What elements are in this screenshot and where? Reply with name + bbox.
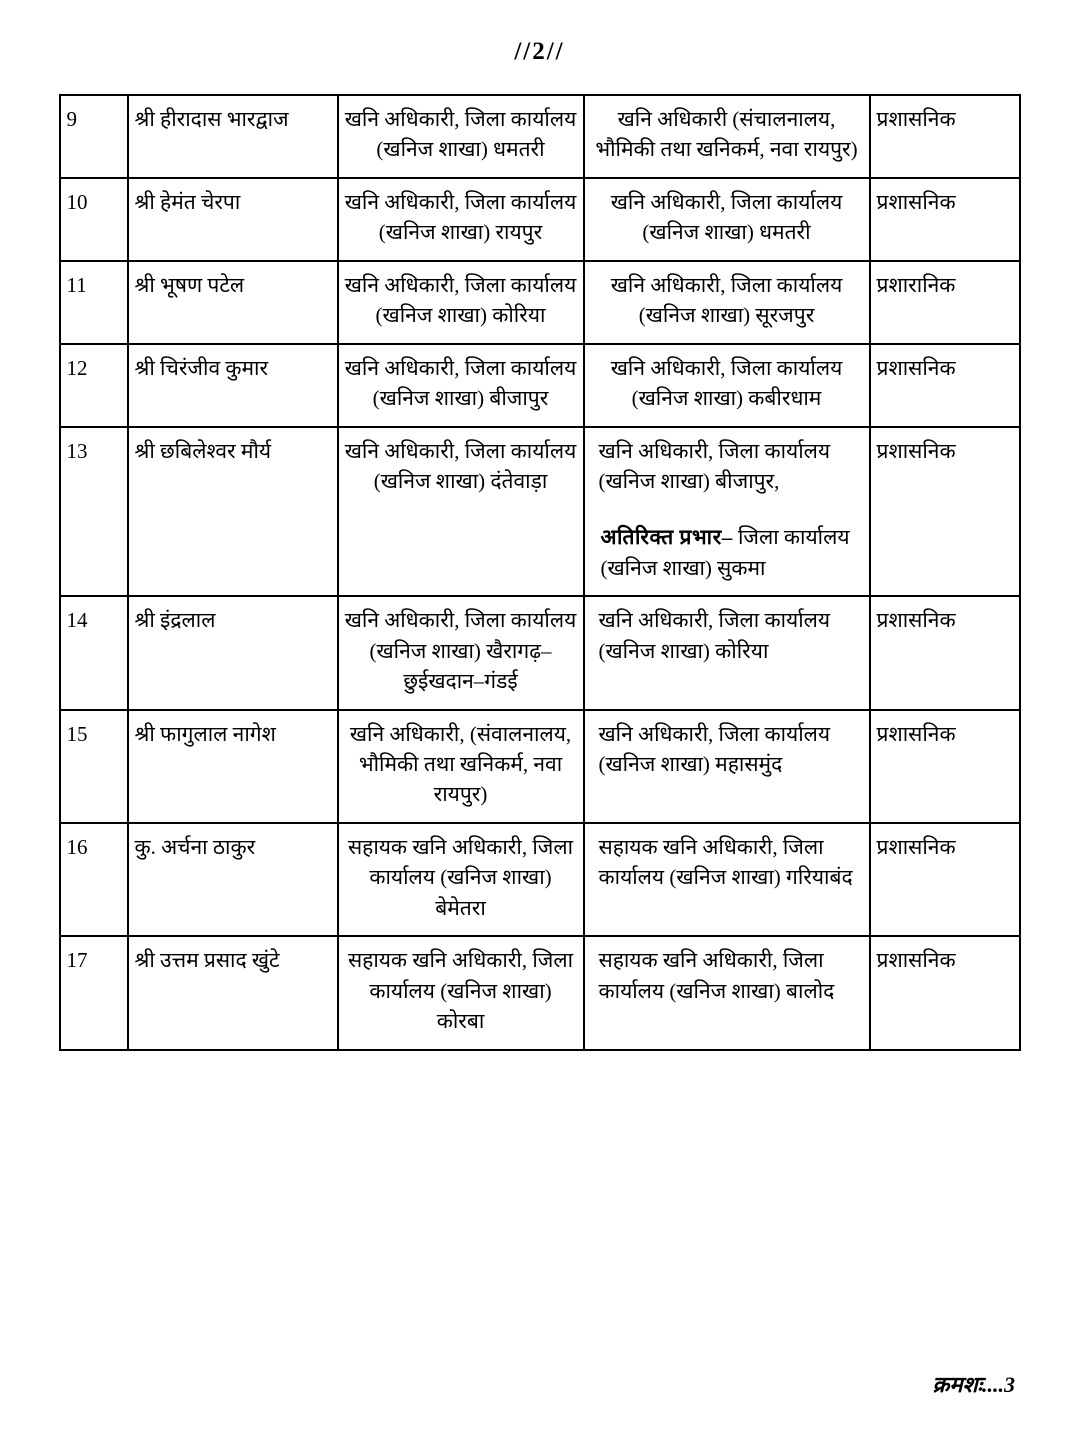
row-officer-name: कु. अर्चना ठाकुर [128, 823, 338, 936]
table-row [60, 823, 1020, 936]
table-row [60, 710, 1020, 823]
row-serial-number: 9 [60, 95, 128, 178]
row-current-posting: खनि अधिकारी, जिला कार्यालय (खनिज शाखा) बीजापुर [338, 344, 584, 427]
row-officer-name: श्री हेमंत चेरपा [128, 178, 338, 261]
row-new-posting-main: खनि अधिकारी, जिला कार्यालय (खनिज शाखा) बीजापुर, [598, 438, 831, 493]
table-row [60, 596, 1020, 709]
table-row [60, 178, 1020, 261]
row-serial-number: 12 [60, 344, 128, 427]
row-additional-charge-text: जिला कार्यालय (खनिज शाखा) सुकमा [600, 525, 850, 580]
row-serial-number: 14 [60, 596, 128, 709]
row-current-posting: खनि अधिकारी, जिला कार्यालय (खनिज शाखा) रायपुर [338, 178, 584, 261]
row-transfer-type: प्रशासनिक [870, 710, 1020, 823]
row-serial-number: 15 [60, 710, 128, 823]
row-officer-name: श्री भूषण पटेल [128, 261, 338, 344]
row-transfer-type: प्रशासनिक [870, 95, 1020, 178]
row-transfer-type: प्रशासनिक [870, 178, 1020, 261]
row-current-posting: सहायक खनि अधिकारी, जिला कार्यालय (खनिज शाखा) कोरबा [338, 936, 584, 1049]
page-number-marker: //2// [514, 38, 565, 65]
row-new-posting: सहायक खनि अधिकारी, जिला कार्यालय (खनिज शाखा) गरियाबंद [584, 823, 870, 936]
table-row [60, 427, 1020, 597]
row-new-posting: सहायक खनि अधिकारी, जिला कार्यालय (खनिज शाखा) बालोद [584, 936, 870, 1049]
table-row [60, 261, 1020, 344]
row-current-posting: खनि अधिकारी, जिला कार्यालय (खनिज शाखा) खैरागढ़–छुईखदान–गंडई [338, 596, 584, 709]
row-current-posting: सहायक खनि अधिकारी, जिला कार्यालय (खनिज शाखा) बेमेतरा [338, 823, 584, 936]
row-new-posting: खनि अधिकारी, जिला कार्यालय (खनिज शाखा) कोरिया [584, 596, 870, 709]
table-row [60, 95, 1020, 178]
row-serial-number: 17 [60, 936, 128, 1049]
table-row [60, 936, 1020, 1049]
row-new-posting: खनि अधिकारी, जिला कार्यालय (खनिज शाखा) सूरजपुर [584, 261, 870, 344]
table-row [60, 344, 1020, 427]
row-officer-name: श्री इंद्रलाल [128, 596, 338, 709]
row-new-posting: खनि अधिकारी, जिला कार्यालय (खनिज शाखा) धमतरी [584, 178, 870, 261]
row-transfer-type: प्रशासनिक [870, 823, 1020, 936]
row-officer-name: श्री फागुलाल नागेश [128, 710, 338, 823]
row-officer-name: श्री उत्तम प्रसाद खुंटे [128, 936, 338, 1049]
row-transfer-type: प्रशारानिक [870, 261, 1020, 344]
row-transfer-type: प्रशासनिक [870, 596, 1020, 709]
row-officer-name: श्री हीरादास भारद्वाज [128, 95, 338, 178]
row-additional-charge [599, 522, 863, 583]
row-current-posting: खनि अधिकारी, जिला कार्यालय (खनिज शाखा) कोरिया [338, 261, 584, 344]
row-transfer-type: प्रशासनिक [870, 427, 1020, 597]
row-serial-number: 16 [60, 823, 128, 936]
row-current-posting: खनि अधिकारी, जिला कार्यालय (खनिज शाखा) धमतरी [338, 95, 584, 178]
row-current-posting: खनि अधिकारी, (संवालनालय, भौमिकी तथा खनिकर्म, नवा रायपुर) [338, 710, 584, 823]
row-new-posting: खनि अधिकारी (संचालनालय, भौमिकी तथा खनिकर्म, नवा रायपुर) [584, 95, 870, 178]
row-officer-name: श्री चिरंजीव कुमार [128, 344, 338, 427]
row-new-posting: खनि अधिकारी, जिला कार्यालय (खनिज शाखा) महासमुंद [584, 710, 870, 823]
row-new-posting [584, 427, 870, 597]
row-serial-number: 13 [60, 427, 128, 597]
continuation-note: क्रमशः....3 [932, 1372, 1015, 1397]
row-current-posting: खनि अधिकारी, जिला कार्यालय (खनिज शाखा) दंतेवाड़ा [338, 427, 584, 597]
transfer-order-table [59, 94, 1021, 1051]
row-serial-number: 11 [60, 261, 128, 344]
row-officer-name: श्री छबिलेश्वर मौर्य [128, 427, 338, 597]
row-serial-number: 10 [60, 178, 128, 261]
row-transfer-type: प्रशासनिक [870, 344, 1020, 427]
row-transfer-type: प्रशासनिक [870, 936, 1020, 1049]
row-additional-charge-label: अतिरिक्त प्रभार– [600, 525, 733, 550]
table-body [60, 95, 1020, 1050]
row-new-posting: खनि अधिकारी, जिला कार्यालय (खनिज शाखा) कबीरधाम [584, 344, 870, 427]
